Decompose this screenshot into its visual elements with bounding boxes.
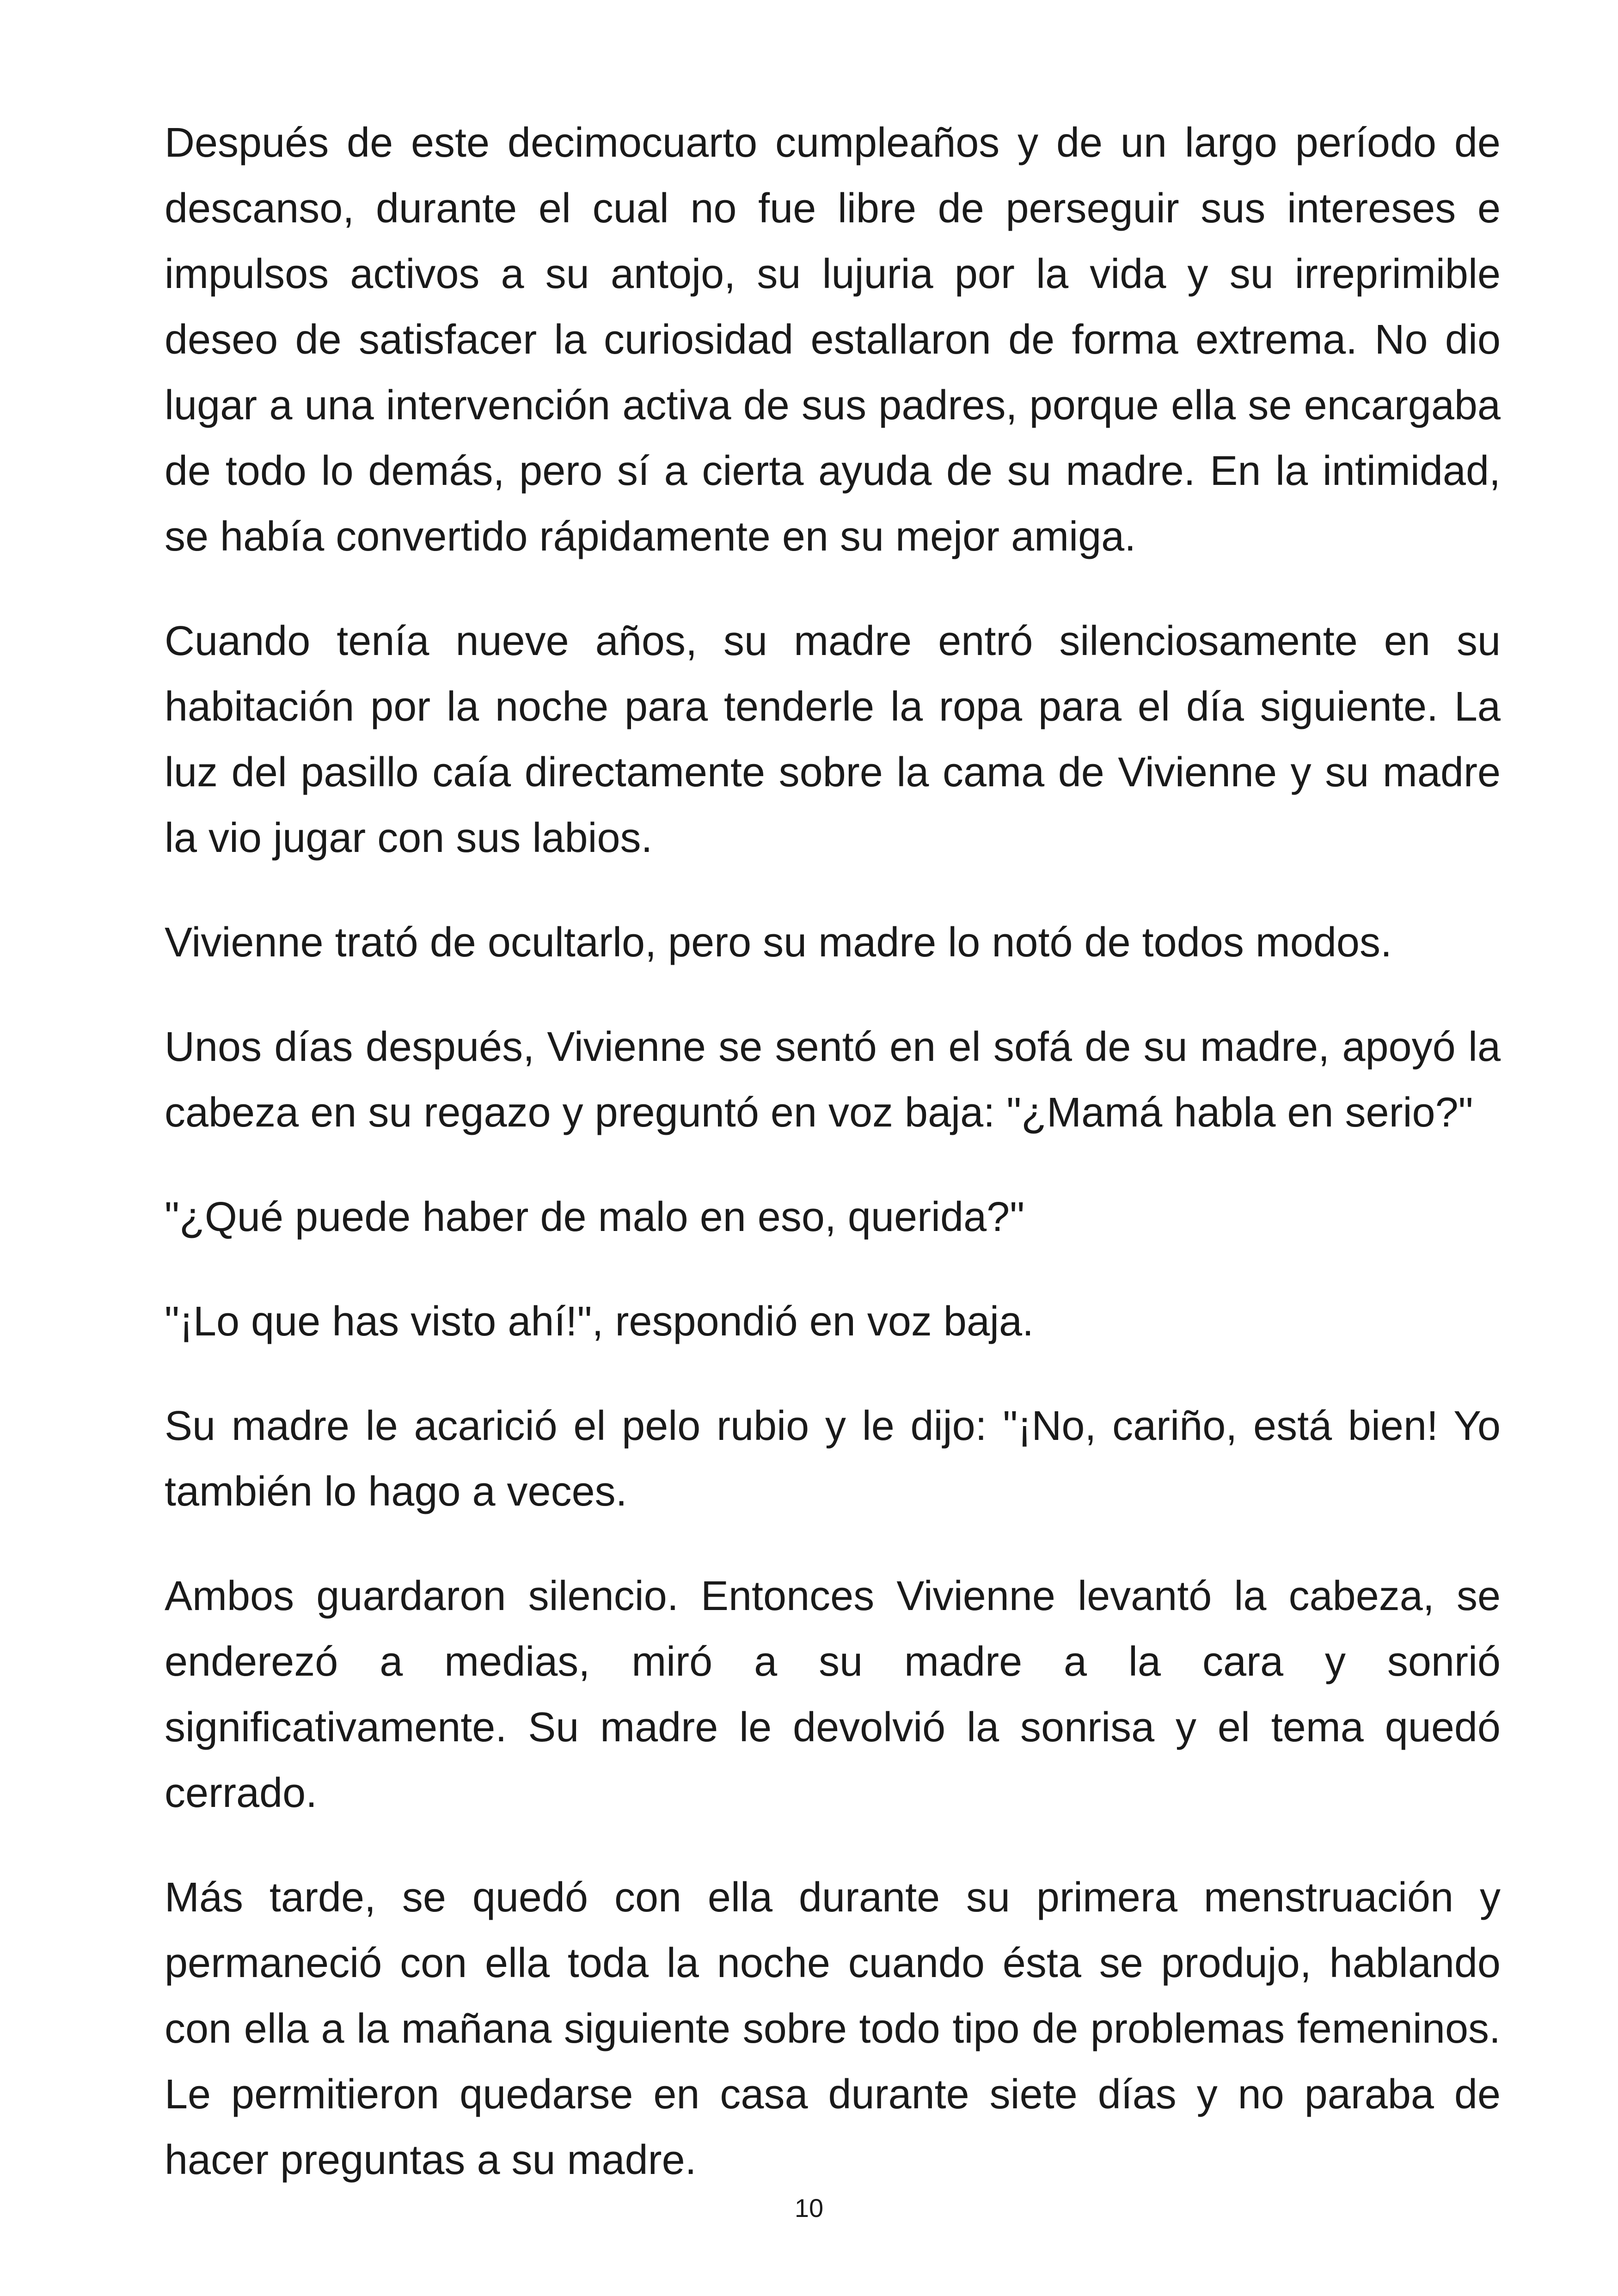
page-number: 10 <box>794 2193 824 2223</box>
paragraph-3: Vivienne trató de ocultarlo, pero su madre lo notó de todos modos. <box>165 919 1392 966</box>
paragraph-7: Su madre le acarició el pelo rubio y le dijo: "¡No, cariño, está bien! Yo también lo hago a veces. <box>165 1403 1501 1515</box>
paragraph-6: "¡Lo que has visto ahí!", respondió en voz baja. <box>165 1298 1034 1345</box>
paragraph-8: Ambos guardaron silencio. Entonces Vivienne levantó la cabeza, se enderezó a medias, miró a su madre a la cara y sonrió significativamente. Su madre le devolvió la sonrisa y el tema quedó cerrado. <box>165 1573 1501 1816</box>
paragraph-2: Cuando tenía nueve años, su madre entró silenciosamente en su habitación por la noche para tenderle la ropa para el día siguiente. La luz del pasillo caía directamente sobre la cama de Vivienne y su madre la vio jugar con sus labios. <box>165 618 1501 861</box>
paragraph-1: Después de este decimocuarto cumpleaños y de un largo período de descanso, durante el cual no fue libre de perseguir sus intereses e impulsos activos a su antojo, su lujuria por la vida y su irreprimible deseo de satisfacer la curiosidad estallaron de forma extrema. No dio lugar a una intervención activa de sus padres, porque ella se encargaba de todo lo demás, pero sí a cierta ayuda de su madre. En la intimidad, se había convertido rápidamente en su mejor amiga. <box>165 120 1501 560</box>
body-text <box>165 110 1501 2193</box>
paragraph-4: Unos días después, Vivienne se sentó en el sofá de su madre, apoyó la cabeza en su regazo y preguntó en voz baja: "¿Mamá habla en serio?" <box>165 1024 1501 1136</box>
paragraph-5: "¿Qué puede haber de malo en eso, querida?" <box>165 1194 1025 1240</box>
paragraph-9: Más tarde, se quedó con ella durante su primera menstruación y permaneció con ella toda la noche cuando ésta se produjo, hablando con ella a la mañana siguiente sobre todo tipo de problemas femeninos. Le permitieron quedarse en casa durante siete días y no paraba de hacer preguntas a su madre. <box>165 1874 1501 2183</box>
